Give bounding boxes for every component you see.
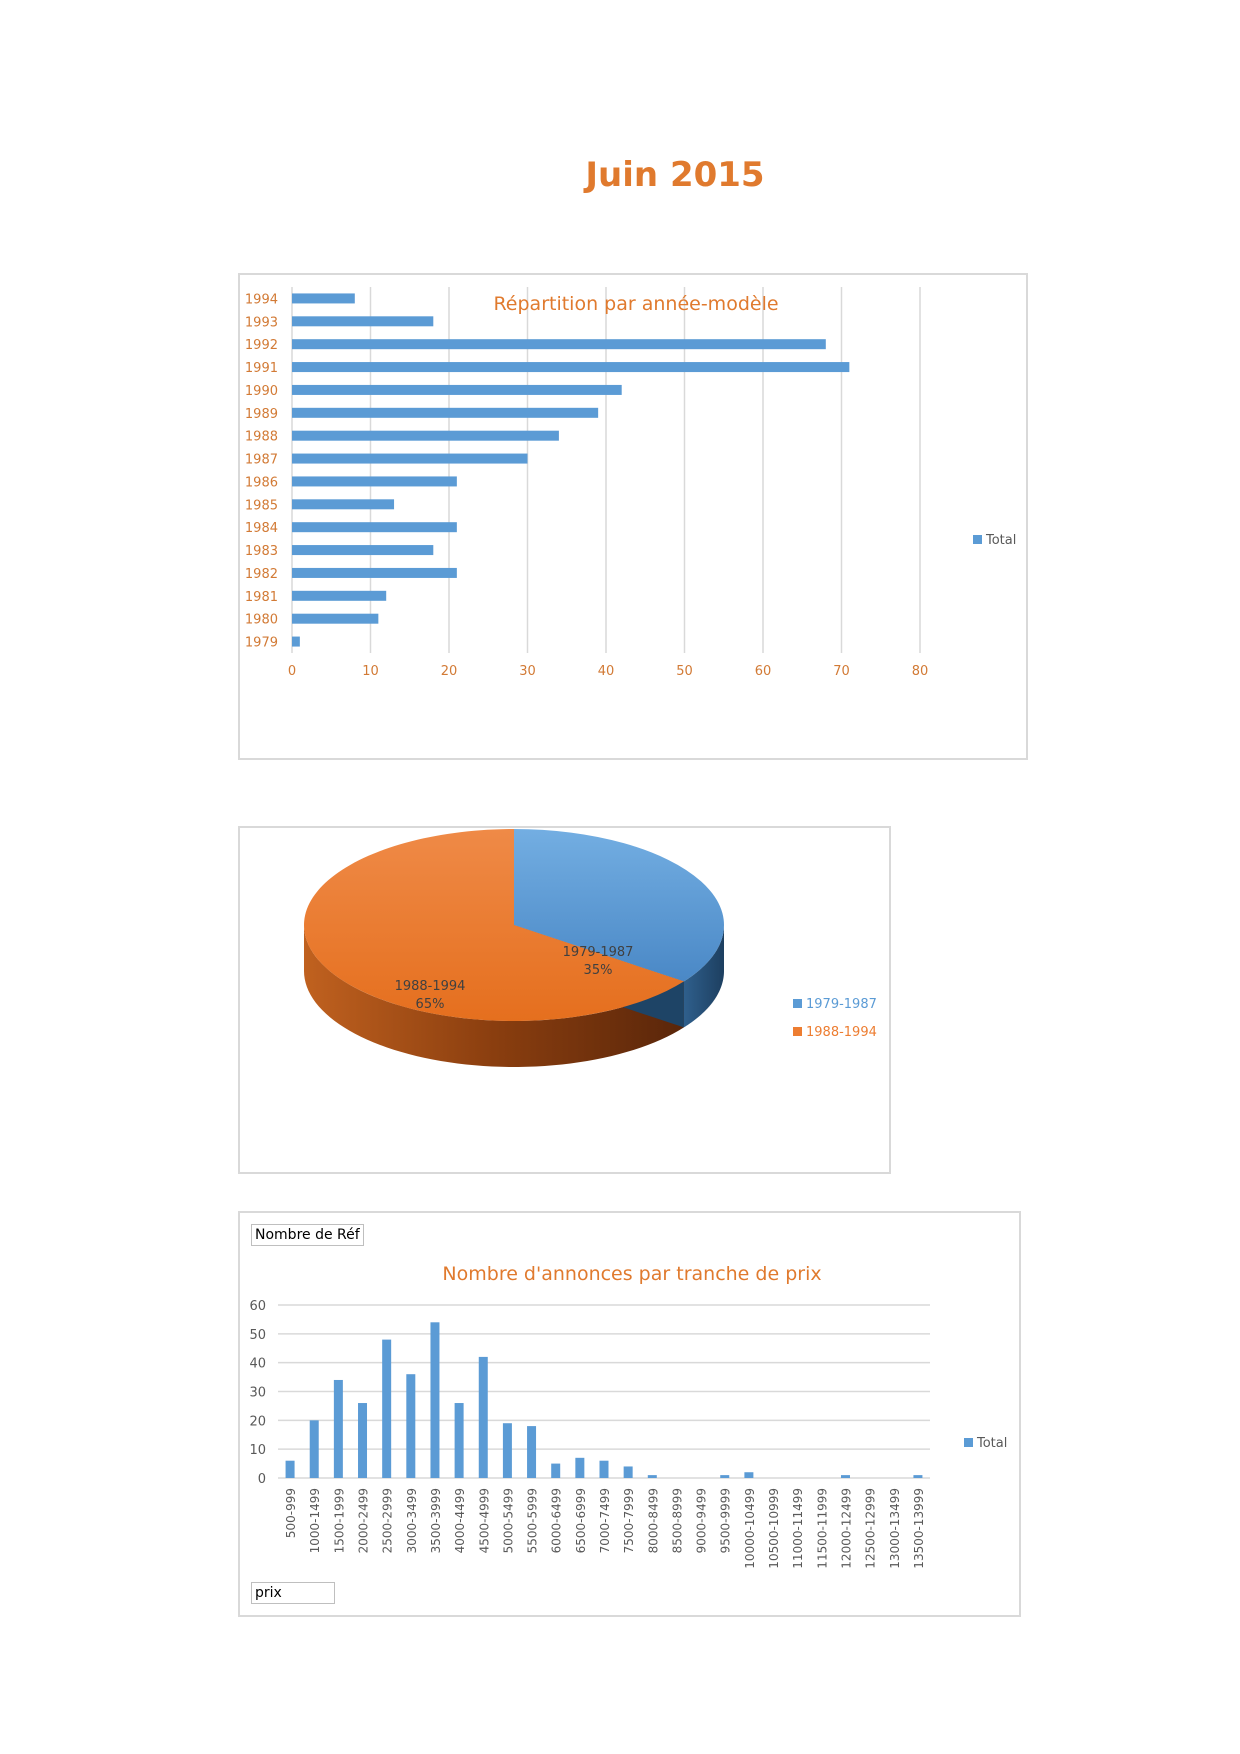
x-tick-label: 8500-8999 (670, 1488, 685, 1554)
y-tick-label: 1983 (244, 544, 278, 560)
bar (292, 499, 394, 509)
y-tick-label: 10 (249, 1443, 266, 1459)
bar (292, 454, 528, 464)
x-tick-label: 80 (911, 664, 929, 679)
bar (292, 522, 457, 532)
y-tick-label: 20 (249, 1414, 266, 1430)
bar (382, 1340, 391, 1478)
chart-title: Répartition par année-modèle (493, 293, 779, 315)
x-tick-label: 4500-4999 (477, 1488, 492, 1554)
slice-label: 1979-1987 (562, 945, 634, 960)
x-tick-label: 7000-7499 (598, 1488, 612, 1554)
x-tick-label: 13000-13499 (887, 1488, 902, 1569)
ppc-gpc-chart-svg (240, 828, 893, 1176)
y-tick-label: 1994 (244, 292, 278, 308)
bar (292, 385, 622, 395)
y-tick-label: 1987 (244, 452, 278, 468)
x-tick-label: 12000-12499 (839, 1488, 854, 1569)
x-tick-label: 8000-8499 (646, 1488, 661, 1554)
bar (292, 293, 355, 303)
x-tick-label: 4000-4499 (453, 1488, 468, 1554)
x-tick-label: 13500-13999 (911, 1488, 926, 1569)
y-tick-label: 50 (249, 1327, 266, 1343)
bar (479, 1357, 488, 1478)
x-tick-label: 10 (362, 664, 379, 679)
axis-field-button[interactable]: prix (251, 1582, 335, 1604)
x-tick-label: 2000-2499 (356, 1488, 371, 1554)
x-tick-label: 9500-9999 (718, 1488, 733, 1554)
x-tick-label: 3500-3999 (428, 1488, 443, 1554)
y-tick-label: 1991 (244, 361, 278, 377)
bar (648, 1475, 657, 1478)
x-tick-label: 11500-11999 (815, 1488, 830, 1569)
year-model-chart[interactable] (238, 273, 1028, 760)
bar (527, 1426, 536, 1478)
x-tick-label: 50 (676, 664, 693, 679)
bar (503, 1423, 512, 1478)
x-tick-label: 20 (440, 664, 458, 679)
bar (292, 431, 559, 441)
x-tick-label: 12500-12999 (863, 1488, 878, 1569)
bar (430, 1322, 439, 1478)
y-tick-label: 1986 (244, 475, 278, 491)
bar (455, 1403, 464, 1478)
price-range-chart[interactable] (238, 1211, 1021, 1617)
legend-swatch (964, 1438, 973, 1447)
x-tick-label: 3000-3499 (404, 1488, 419, 1554)
x-tick-label: 10500-10999 (767, 1488, 782, 1569)
legend-label: Total (977, 1436, 1008, 1451)
year-model-chart-svg (240, 275, 1030, 762)
x-tick-label: 7500-7999 (622, 1488, 637, 1554)
y-tick-label: 1981 (244, 589, 278, 605)
slice-percent: 35% (583, 963, 613, 978)
y-tick-label: 1992 (244, 338, 278, 354)
slice-label: 1988-1994 (394, 979, 466, 994)
y-tick-label: 1988 (244, 429, 278, 445)
ppc-gpc-chart[interactable] (238, 826, 891, 1174)
x-tick-label: 500-999 (284, 1488, 299, 1539)
values-field-button[interactable]: Nombre de Réf (251, 1224, 364, 1246)
legend-swatch (793, 1027, 802, 1036)
legend-swatch (793, 999, 802, 1008)
y-tick-label: 40 (249, 1356, 266, 1372)
x-tick-label: 0 (287, 664, 297, 679)
bar (310, 1420, 319, 1478)
x-tick-label: 6000-6499 (549, 1488, 564, 1554)
legend-label: Total (986, 533, 1017, 548)
x-tick-label: 2500-2999 (380, 1488, 395, 1554)
y-tick-label: 1985 (244, 498, 278, 514)
bar (292, 476, 457, 486)
x-tick-label: 5500-5999 (525, 1488, 540, 1554)
y-tick-label: 1979 (244, 635, 278, 651)
x-tick-label: 10000-10499 (742, 1488, 757, 1569)
bar (551, 1464, 560, 1478)
y-tick-label: 1989 (244, 406, 278, 422)
x-tick-label: 30 (519, 664, 536, 679)
legend-label: 1988-1994 (806, 1025, 877, 1040)
legend-label: 1979-1987 (806, 997, 877, 1012)
price-range-chart-svg (240, 1213, 1023, 1619)
x-tick-label: 9000-9499 (694, 1488, 709, 1554)
x-tick-label: 6500-6999 (573, 1488, 588, 1554)
y-tick-label: 1990 (244, 383, 278, 399)
y-tick-label: 60 (249, 1299, 266, 1314)
bar (913, 1475, 922, 1478)
legend-swatch (973, 535, 982, 544)
bar (286, 1461, 295, 1478)
x-tick-label: 40 (597, 664, 615, 679)
bar (292, 408, 598, 418)
x-tick-label: 60 (754, 664, 772, 679)
bar (292, 362, 849, 372)
bar (292, 637, 300, 647)
bar (841, 1475, 850, 1478)
x-tick-label: 11000-11499 (791, 1488, 806, 1569)
x-tick-label: 5000-5499 (501, 1488, 516, 1554)
page-title: Juin 2015 (585, 155, 765, 195)
chart-title: Nombre d'annonces par tranche de prix (442, 1263, 822, 1285)
y-tick-label: 1980 (244, 612, 278, 628)
bar (720, 1475, 729, 1478)
y-tick-label: 1993 (244, 315, 278, 331)
y-tick-label: 30 (249, 1385, 266, 1401)
bar (744, 1472, 753, 1478)
bar (600, 1461, 609, 1478)
bar (292, 545, 433, 555)
y-tick-label: 1982 (244, 566, 278, 582)
bar (292, 339, 826, 349)
slice-percent: 65% (415, 997, 445, 1012)
bar (358, 1403, 367, 1478)
x-tick-label: 70 (833, 664, 850, 679)
bar (292, 614, 378, 624)
x-tick-label: 1000-1499 (308, 1488, 323, 1554)
bar (575, 1458, 584, 1478)
bar (334, 1380, 343, 1478)
y-tick-label: 0 (257, 1472, 266, 1487)
y-tick-label: 1984 (244, 521, 278, 537)
bar (292, 591, 386, 601)
bar (406, 1374, 415, 1478)
bar (292, 568, 457, 578)
bar (624, 1466, 633, 1478)
bar (292, 316, 433, 326)
x-tick-label: 1500-1999 (332, 1488, 347, 1554)
